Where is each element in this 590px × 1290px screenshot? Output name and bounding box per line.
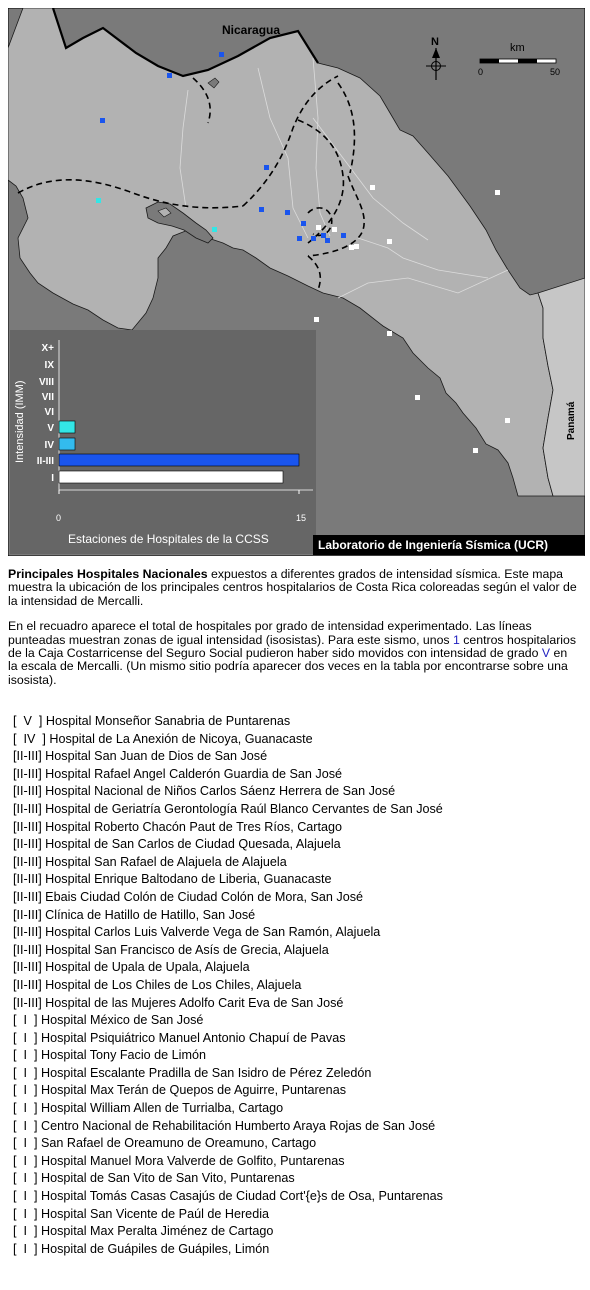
nicaragua-label: Nicaragua [222,23,281,37]
description-text-1: expuestos a diferentes grados de intensidad sísmica. Este mapa muestra la ubicación de los principales centros hospitalarios de Costa Rica coloreadas según el valor de la intensidad de Mercalli. [8,567,577,608]
hospital-list-item: [ I ] Centro Nacional de Rehabilitación Humberto Araya Rojas de San José [13,1118,436,1133]
hospital-list-item: [II-III] Hospital de Los Chiles de Los Chiles, Alajuela [13,977,302,992]
scale-unit: km [510,42,525,54]
hospital-list-item: [II-III] Hospital Nacional de Niños Carlos Sáenz Herrera de San José [13,784,396,799]
hospital-marker [314,317,319,322]
chart-bar [59,438,75,450]
hospital-list-item: [ I ] Hospital de Guápiles de Guápiles, Limón [13,1241,270,1256]
hospital-marker [505,418,510,423]
description-text-2c: en la escala de Mercalli. (Un mismo sitio podría aparecer dos veces en la tabla por encontrarse sobre una isosista). [8,646,568,687]
chart-category-label: X+ [41,343,54,354]
hospital-marker [354,244,359,249]
chart-category-label: VI [44,407,54,418]
description-paragraph-2 [8,620,580,687]
description [8,568,580,699]
chart-bar [59,421,75,433]
panama-label: Panamá [566,401,577,440]
hospital-marker [96,198,101,203]
chart-category-label: I [51,473,54,484]
hospital-list-item: [II-III] Hospital de Upala de Upala, Alajuela [13,960,250,975]
hospital-list-item: [ I ] Hospital Tomás Casas Casajús de Ciudad Cort'{e}s de Osa, Puntarenas [13,1189,443,1204]
chart-category-label: VII [41,392,54,403]
chart-y-label: Intensidad (IMM) [14,380,26,463]
chart-x-tick-label: 0 [56,513,62,523]
hospital-marker [219,52,224,57]
hospital-list-item: [II-III] Clínica de Hatillo de Hatillo, San José [13,907,256,922]
hospital-list-item: [II-III] Hospital San Juan de Dios de San José [13,749,268,764]
hospital-marker [301,221,306,226]
hospital-marker [285,210,290,215]
north-label: N [431,36,439,48]
hospital-list-item: [II-III] Hospital Roberto Chacón Paut de Tres Ríos, Cartago [13,819,342,834]
chart-category-label: VIII [38,377,54,388]
hospital-marker [387,331,392,336]
chart-bar [59,454,299,466]
hospital-list [13,713,585,1258]
hospital-list-item: [ I ] Hospital Escalante Pradilla de San Isidro de Pérez Zeledón [13,1065,372,1080]
scale-end: 50 [550,67,561,77]
hospital-marker [311,236,316,241]
hospital-list-item: [ I ] Hospital de San Vito de San Vito, Puntarenas [13,1171,295,1186]
hospital-list-item: [II-III] Hospital San Francisco de Asís de Grecia, Alajuela [13,942,329,957]
hospital-list-item: [ I ] Hospital Tony Facio de Limón [13,1048,206,1063]
hospital-list-item: [ V ] Hospital Monseñor Sanabria de Puntarenas [13,714,291,728]
intensity-grade: V [541,646,551,661]
description-text-2a: En el recuadro aparece el total de hospitales por grado de intensidad experimentado. Las líneas punteadas muestran zonas de igual intensidad (isosistas). Para este sismo, unos [8,619,532,647]
hospital-list-item: [II-III] Hospital Enrique Baltodano de Liberia, Guanacaste [13,872,332,887]
hospital-list-item: [II-III] Hospital de las Mujeres Adolfo Carit Eva de San José [13,995,344,1010]
hospital-marker [332,227,337,232]
hospital-list-item: [II-III] Hospital San Rafael de Alajuela de Alajuela [13,854,287,869]
hospital-list-item: [ IV ] Hospital de La Anexión de Nicoya, Guanacaste [13,731,313,746]
hospital-marker [297,236,302,241]
intensity-map [8,8,585,556]
hospital-marker [264,165,269,170]
hospital-marker [321,233,326,238]
hospital-list-item: [II-III] Ebais Ciudad Colón de Ciudad Colón de Mora, San José [13,889,364,904]
hospital-marker [259,207,264,212]
affected-count: 1 [452,632,460,647]
chart-category-label: IV [44,440,54,451]
hospital-marker [341,233,346,238]
hospital-list-item: [II-III] Hospital Carlos Luis Valverde Vega de San Ramón, Alajuela [13,925,381,940]
hospital-marker [212,227,217,232]
chart-x-tick-label: 15 [296,513,307,523]
hospital-list-item: [ I ] Hospital Psiquiátrico Manuel Antonio Chapuí de Pavas [13,1030,346,1045]
hospital-marker [100,118,105,123]
hospital-marker [316,225,321,230]
intensity-bar-chart [10,330,316,554]
hospital-marker [415,395,420,400]
hospital-list-item: [II-III] Hospital de San Carlos de Ciudad Quesada, Alajuela [13,837,341,852]
chart-category-label: IX [44,360,54,371]
chart-x-label: Estaciones de Hospitales de la CCSS [68,532,269,546]
hospital-marker [473,448,478,453]
hospital-marker [325,238,330,243]
hospital-marker [370,185,375,190]
chart-category-label: II-III [36,456,54,467]
hospital-list-item: [ I ] Hospital México de San José [13,1013,204,1028]
hospital-marker [387,239,392,244]
hospital-list-item: [ I ] Hospital San Vicente de Paúl de Heredia [13,1206,269,1221]
hospital-list-item: [ I ] Hospital Max Peralta Jiménez de Cartago [13,1224,274,1239]
hospital-list-item: [ I ] Hospital Max Terán de Quepos de Aguirre, Puntarenas [13,1083,346,1098]
scale-start: 0 [478,67,484,77]
hospital-list-item: [ I ] Hospital William Allen de Turrialba, Cartago [13,1101,284,1116]
hospital-marker [167,73,172,78]
description-paragraph-1 [8,568,580,608]
credit-label: Laboratorio de Ingeniería Sísmica (UCR) [318,538,549,552]
hospital-marker [495,190,500,195]
hospital-list-item: [ I ] San Rafael de Oreamuno de Oreamuno, Cartago [13,1136,317,1151]
chart-category-label: V [47,423,54,434]
hospital-list-item: [ I ] Hospital Manuel Mora Valverde de Golfito, Puntarenas [13,1153,345,1168]
description-title: Principales Hospitales Nacionales [8,567,208,581]
description-text-2b: centros hospitalarios de la Caja Costarricense del Seguro Social pudieron haber sido movidos con intensidad de grado [8,632,577,661]
hospital-marker [349,245,354,250]
hospital-list-item: [II-III] Hospital Rafael Angel Calderón Guardia de San José [13,766,343,781]
hospital-list-item: [II-III] Hospital de Geriatría Gerontología Raúl Blanco Cervantes de San José [13,801,443,816]
chart-bar [59,471,283,483]
